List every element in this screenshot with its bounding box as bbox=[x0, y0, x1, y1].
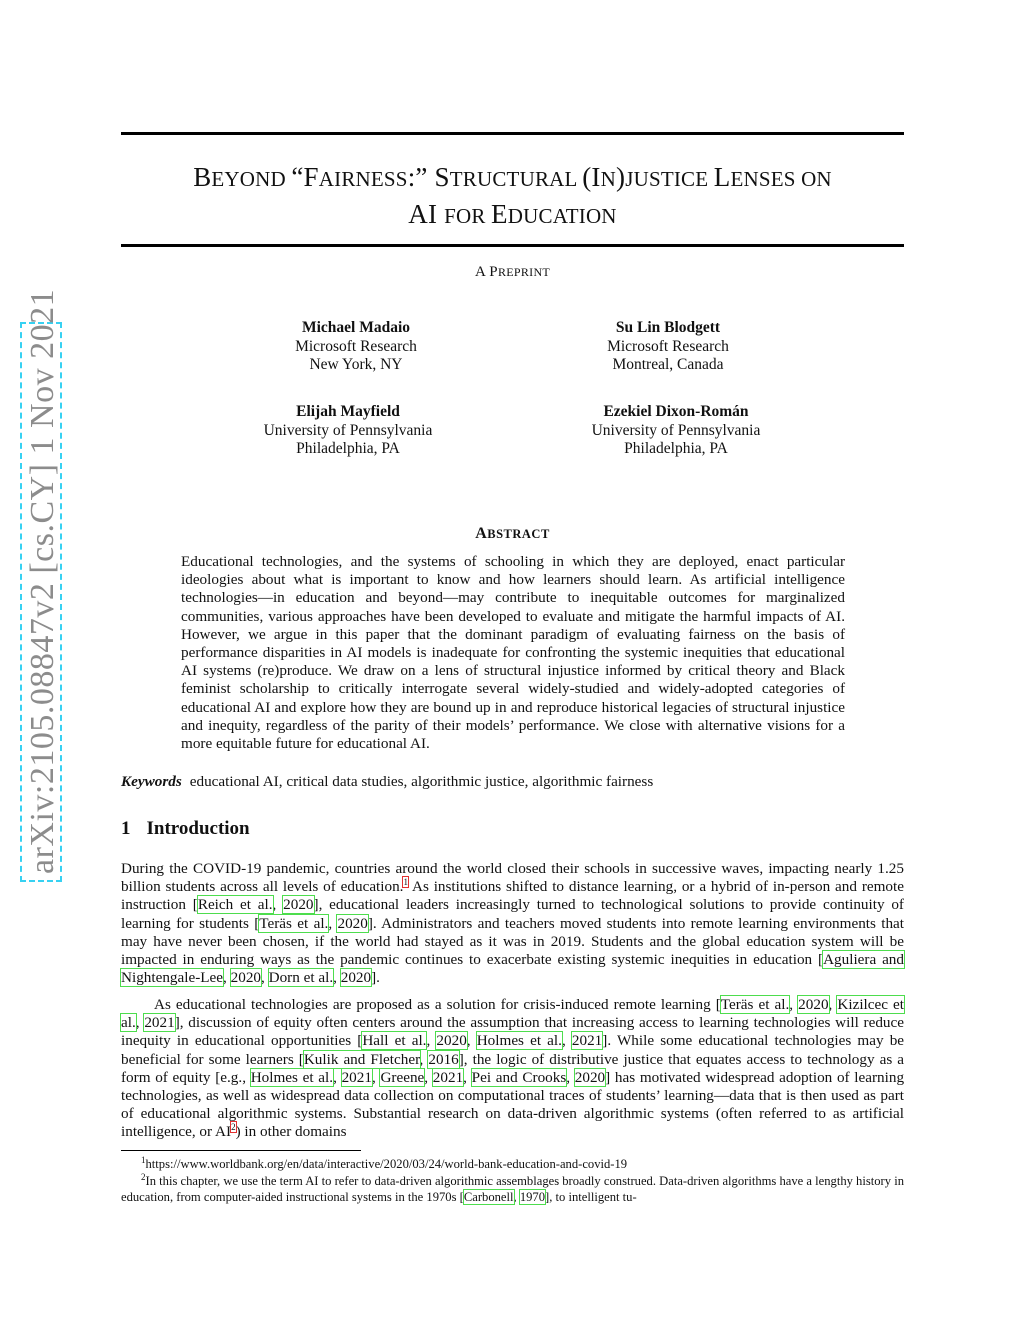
text-run: A P bbox=[474, 264, 498, 280]
text-run: , bbox=[789, 996, 799, 1013]
text-run: , bbox=[272, 896, 284, 914]
text-run: , bbox=[419, 1050, 429, 1068]
text-run: ] has motivated widespread adoption of learning technologies, as well as widespread data collection on computational traces of students’ learning—data that is then used as part of educational algorithmic systems. Substantial research on data-driven algorithmic systems (often referred to as artificial intelligence, or AI bbox=[121, 1068, 905, 1141]
citation-link[interactable]: 2020 bbox=[340, 969, 372, 987]
author-affiliation: University of Pennsylvania bbox=[263, 421, 433, 439]
author-name: Elijah Mayfield bbox=[296, 403, 400, 420]
small-caps-text: BSTRACT bbox=[487, 527, 550, 541]
text-run: E bbox=[491, 199, 508, 229]
small-caps-text: FOR bbox=[444, 204, 492, 228]
text-run: , bbox=[333, 969, 341, 987]
text-run: , bbox=[333, 1068, 342, 1086]
keywords-text: educational AI, critical data studies, algorithmic justice, algorithmic fairness bbox=[189, 773, 654, 790]
text-run: , bbox=[424, 1068, 433, 1086]
preprint-label bbox=[121, 264, 904, 281]
citation-link[interactable]: 2021 bbox=[144, 1014, 175, 1032]
body-paragraph bbox=[121, 860, 904, 987]
paper-title bbox=[121, 160, 904, 234]
author-affiliation: University of Pennsylvania bbox=[591, 421, 761, 439]
text-run: AI bbox=[408, 199, 445, 229]
author-location: Philadelphia, PA bbox=[296, 440, 400, 457]
small-caps-text: DUCATION bbox=[507, 204, 617, 228]
citation-link[interactable]: 2021 bbox=[571, 1032, 603, 1050]
author-name: Su Lin Blodgett bbox=[615, 319, 721, 336]
text-run: ], the logic of distributive justice that equates access to technology as a form of equity [e.g., bbox=[121, 1050, 904, 1086]
small-caps-text: AIRNESS bbox=[318, 167, 408, 191]
arxiv-identifier-stamp[interactable]: arXiv:2105.08847v2 [cs.CY] 1 Nov 2021 bbox=[20, 322, 62, 882]
footnote-reference-link[interactable]: 2 bbox=[231, 1122, 236, 1133]
footnote-number: 2 bbox=[141, 1171, 146, 1182]
body-paragraph bbox=[121, 996, 904, 1142]
text-run: , bbox=[328, 914, 338, 932]
citation-link[interactable]: 2021 bbox=[341, 1068, 372, 1086]
footnote-number: 1 bbox=[141, 1154, 146, 1165]
citation-link[interactable]: Teräs et al. bbox=[259, 914, 329, 932]
citation-link[interactable]: Reich et al. bbox=[197, 896, 273, 914]
author-name: Michael Madaio bbox=[301, 319, 411, 336]
citation-link[interactable]: 2020 bbox=[230, 969, 262, 987]
title-line-1 bbox=[121, 160, 904, 197]
author-block bbox=[546, 403, 806, 459]
citation-link[interactable]: 1970 bbox=[519, 1190, 546, 1204]
footnote-reference-link[interactable]: 1 bbox=[403, 877, 408, 888]
text-run: During the COVID-19 pandemic, countries around the world closed their schools in successive waves, impacting nearly 1.25 billion students across all levels of education. bbox=[121, 860, 904, 896]
small-caps-text: N bbox=[600, 167, 616, 191]
footnote-rule bbox=[121, 1150, 361, 1151]
title-line-2 bbox=[121, 197, 904, 234]
citation-link[interactable]: 2016 bbox=[428, 1050, 459, 1068]
small-caps-text: EYOND bbox=[211, 167, 292, 191]
text-run: , bbox=[466, 1032, 477, 1050]
citation-link[interactable]: Aguliera and Nightengale-Lee bbox=[121, 951, 904, 987]
author-affiliation: Microsoft Research bbox=[607, 337, 729, 355]
text-run: , bbox=[426, 1032, 437, 1050]
citation-link[interactable]: Pei and Crooks bbox=[471, 1068, 567, 1086]
keywords-label: Keywords bbox=[121, 773, 182, 790]
citation-link[interactable]: 2021 bbox=[432, 1068, 464, 1086]
text-run: B bbox=[193, 162, 212, 192]
citation-link[interactable]: Hall et al. bbox=[362, 1032, 427, 1050]
text-run: , bbox=[463, 1068, 472, 1086]
author-name: Ezekiel Dixon-Román bbox=[603, 403, 749, 420]
text-run: ) in other domains bbox=[235, 1123, 347, 1141]
text-run: ) bbox=[616, 162, 626, 192]
text-run: ], discussion of equity often centers around the assumption that increasing access to learning technologies will reduce inequity in educational opportunities [ bbox=[121, 1014, 905, 1050]
citation-link[interactable]: Carbonell bbox=[463, 1190, 514, 1204]
title-top-rule bbox=[121, 132, 904, 135]
citation-link[interactable]: Kizilcec et al. bbox=[121, 996, 905, 1032]
citation-link[interactable]: Teräs et al. bbox=[720, 996, 790, 1013]
author-location: Montreal, Canada bbox=[612, 356, 724, 373]
section-heading bbox=[121, 818, 250, 840]
author-block bbox=[226, 319, 486, 375]
citation-link[interactable]: Kulik and Fletcher bbox=[303, 1050, 420, 1068]
author-block bbox=[538, 319, 798, 375]
abstract-heading bbox=[121, 525, 904, 543]
citation-link[interactable]: Holmes et al. bbox=[250, 1068, 334, 1086]
text-run: , bbox=[561, 1032, 572, 1050]
author-location: Philadelphia, PA bbox=[624, 440, 728, 457]
text-run: , bbox=[261, 969, 269, 987]
text-run: “F bbox=[291, 162, 319, 192]
text-run: (I bbox=[582, 162, 601, 192]
citation-link[interactable]: 2020 bbox=[283, 896, 314, 914]
text-run: , bbox=[135, 1014, 145, 1032]
text-run: , bbox=[513, 1190, 520, 1204]
author-block bbox=[218, 403, 478, 459]
title-bottom-rule bbox=[121, 244, 904, 247]
citation-link[interactable]: Dorn et al. bbox=[268, 969, 334, 987]
text-run: As institutions shifted to distance learning, or a hybrid of in-person and remote instruction [ bbox=[121, 878, 904, 914]
citation-link[interactable]: Holmes et al. bbox=[476, 1032, 562, 1050]
small-caps-text: TRUCTURAL bbox=[449, 167, 583, 191]
small-caps-text: REPRINT bbox=[497, 265, 551, 279]
text-run: ]. While some educational technologies may be beneficial for some learners [ bbox=[121, 1032, 905, 1068]
section-number: 1 bbox=[121, 818, 131, 839]
text-run: ]. Administrators and teachers moved students into remote learning environments that may have never been chosen, if the world had stayed as it was in 2019. Students and the global education system will be impacted in enduring ways as the pandemic continues to exacerbate existing systemic inequities in education [ bbox=[121, 914, 905, 969]
citation-link[interactable]: 2020 bbox=[436, 1032, 467, 1050]
text-run: ]. bbox=[371, 969, 380, 987]
author-location: New York, NY bbox=[309, 356, 403, 373]
footnote bbox=[121, 1156, 904, 1172]
citation-link[interactable]: 2020 bbox=[337, 914, 368, 932]
text-run: , bbox=[371, 1068, 381, 1086]
text-run: In this chapter, we use the term AI to refer to data-driven algorithmic assemblages broadly construed. Data-driven algorithms have a lengthy history in education, from computer-aided instructional systems in the 1970s [ bbox=[121, 1174, 904, 1204]
text-run: ], educational leaders increasingly turned to technological solutions to provide continuity of learning for students [ bbox=[121, 896, 904, 932]
small-caps-text: JUSTICE bbox=[625, 167, 714, 191]
text-run: L bbox=[713, 162, 731, 192]
citation-link[interactable]: 2020 bbox=[574, 1068, 606, 1086]
keywords-line bbox=[121, 773, 904, 791]
text-run: ], to intelligent tu- bbox=[545, 1190, 637, 1204]
text-run: , bbox=[828, 996, 838, 1013]
text-run: https://www.worldbank.org/en/data/interactive/2020/03/24/world-bank-education-and-covid-19 bbox=[145, 1157, 628, 1171]
citation-link[interactable]: 2020 bbox=[798, 996, 829, 1013]
section-title: Introduction bbox=[146, 818, 250, 839]
small-caps-text: ENSES ON bbox=[730, 167, 832, 191]
abstract-body: Educational technologies, and the systems of schooling in which they are deployed, enact particular ideologies about what is important to know and how learners should learn. As artificial intelligence technologies—in education and beyond—may contribute to inequitable outcomes for marginalized communities, various approaches have been developed to evaluate and mitigate the harmful impacts of AI. However, we argue in this paper that the dominant paradigm of evaluating fairness on the basis of performance disparities in AI models is inadequate for confronting the systemic inequities that educational AI systems (re)produce. We draw on a lens of structural injustice informed by critical theory and Black feminist scholarship to critically interrogate several widely-studied and widely-adopted categories of educational AI and explore how they are bound up in and reproduce historical legacies of structural injustice and inequity, regardless of the parity of their models’ performance. We close with alternative visions for a more equitable future for educational AI. bbox=[181, 553, 845, 753]
author-affiliation: Microsoft Research bbox=[295, 337, 417, 355]
citation-link[interactable]: Greene bbox=[380, 1068, 425, 1086]
footnote bbox=[121, 1173, 904, 1205]
text-run: A bbox=[475, 525, 488, 542]
text-run: , bbox=[223, 969, 231, 987]
text-run: , bbox=[566, 1068, 575, 1086]
text-run: :” S bbox=[407, 162, 450, 192]
text-run: As educational technologies are proposed as a solution for crisis-induced remote learning [ bbox=[154, 996, 721, 1013]
